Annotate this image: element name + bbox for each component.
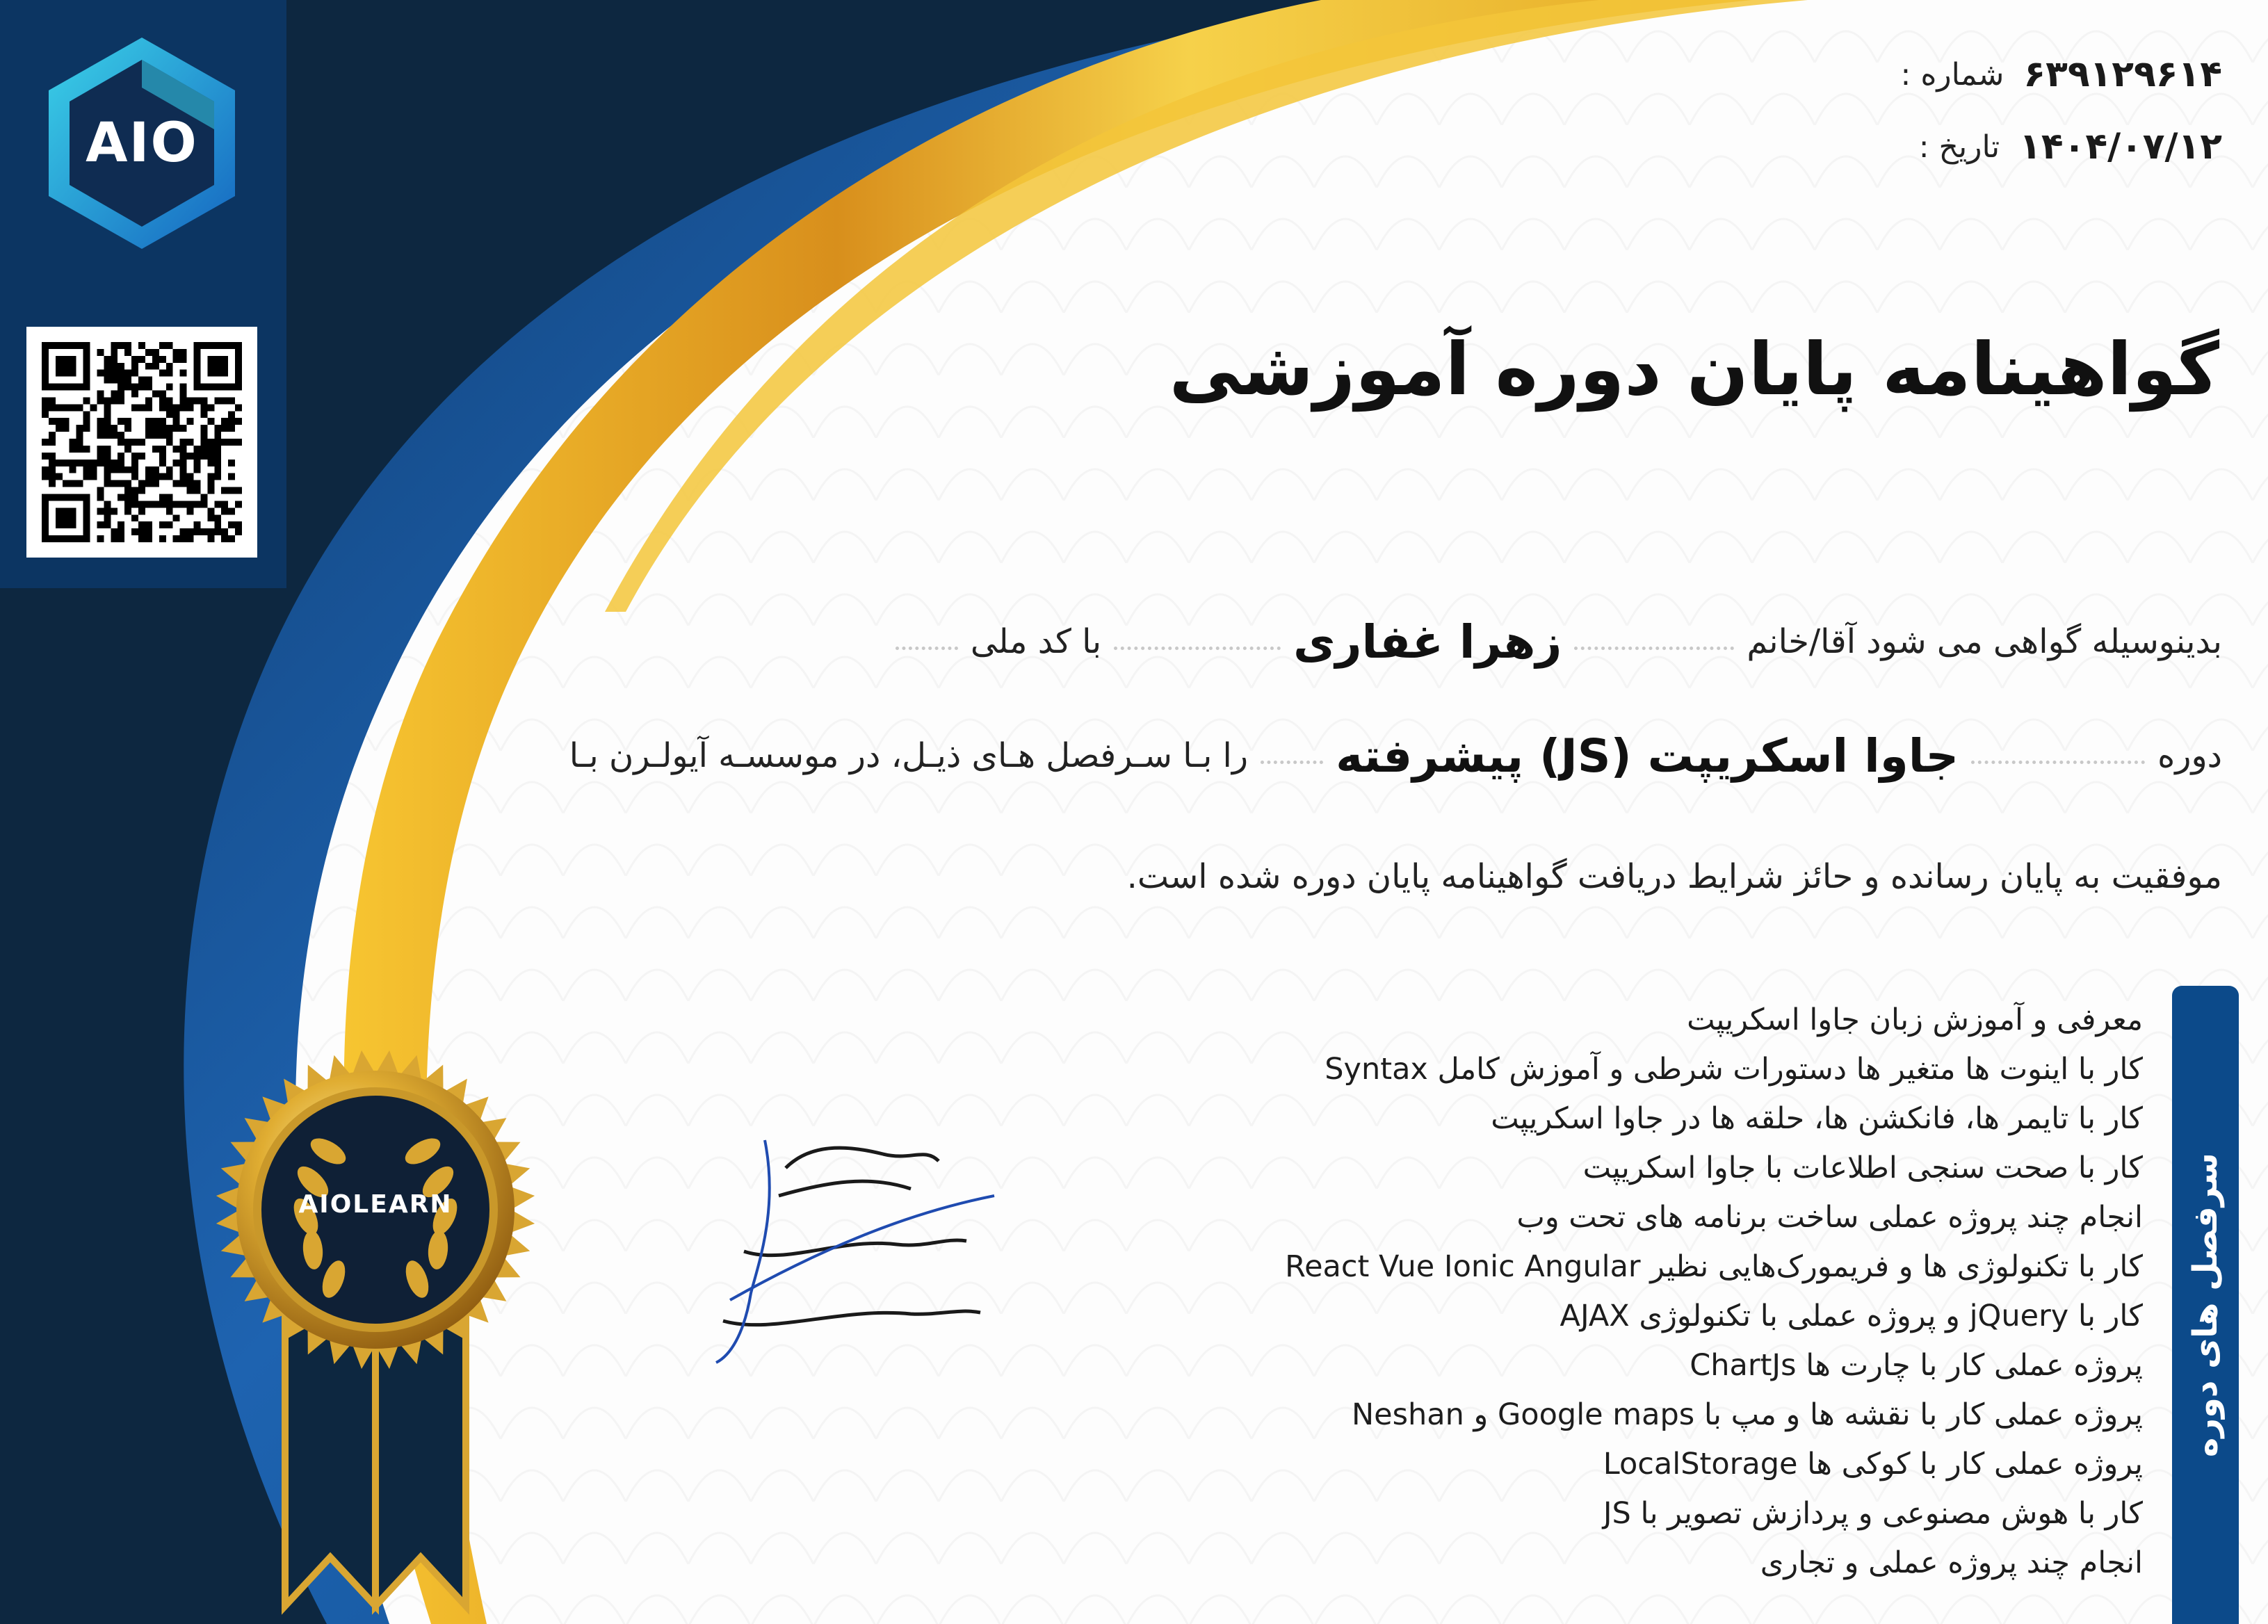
syllabus-item: کار با هوش مصنوعی و پردازش تصویر با JS <box>1603 1496 2143 1531</box>
gold-rosette-seal-icon <box>167 1008 584 1620</box>
syllabus-item: انجام چند پروژه عملی ساخت برنامه های تحت وب <box>1516 1200 2143 1235</box>
logo <box>38 32 246 254</box>
course-line <box>553 717 2222 794</box>
syllabus-item: کار با تایمر ها، فانکشن ها، حلقه ها در جاوا اسکریپت <box>1491 1101 2143 1136</box>
course-name: جاوا اسکریپت (JS) پیشرفته <box>1336 729 1959 783</box>
syllabus-item: معرفی و آموزش زبان جاوا اسکریپت <box>1687 1002 2143 1037</box>
certificate-date-value: ۱۴۰۴/۰۷/۱۲ <box>2019 126 2222 168</box>
national-id-field <box>896 634 958 650</box>
dotted-fill <box>1261 748 1323 764</box>
certificate-date-label: تاریخ : <box>1918 129 2000 165</box>
syllabus-list <box>891 996 2143 1588</box>
syllabus-tab-label: سرفصل های دوره <box>2186 1153 2225 1457</box>
completion-text: موفقیت به پایان رسانده و حائز شرایط دریافت گواهینامه پایان دوره شده است. <box>1126 857 2222 896</box>
syllabus-item: انجام چند پروژه عملی و تجاری <box>1760 1545 2143 1580</box>
certificate-date-row <box>1919 122 2222 171</box>
recipient-line-suffix: با کد ملی <box>970 622 1102 661</box>
recipient-name: زهرا غفاری <box>1293 615 1562 669</box>
dotted-fill <box>1971 748 2145 764</box>
seal-text: AIOLEARN <box>298 1190 453 1219</box>
syllabus-item: پروژه عملی کار با نقشه ها و مپ با Google maps و Neshan <box>1351 1397 2143 1432</box>
certificate-number-row <box>1901 50 2222 99</box>
course-line-suffix: را بـا سـرفصل هـای ذیـل، در موسسـه آیولـرن بـا <box>569 736 1249 775</box>
seal <box>167 1008 584 1620</box>
dotted-fill <box>1114 634 1281 650</box>
syllabus-item: کار با اینوت ها متغیر ها دستورات شرطی و آموزش کامل Syntax <box>1325 1052 2143 1087</box>
certificate-number-value: ۶۳۹۱۲۹۶۱۴ <box>2023 54 2222 95</box>
certificate-number-label: شماره : <box>1900 56 2004 92</box>
dotted-fill <box>1574 634 1734 650</box>
logo-text: AIO <box>86 112 198 174</box>
completion-line <box>553 838 2222 915</box>
syllabus-tab <box>2172 986 2239 1624</box>
syllabus-item: پروژه عملی کار با کوکی ها LocalStorage <box>1603 1447 2143 1481</box>
syllabus-item: کار با jQuery و پروژه عملی با تکنولوژی AJAX <box>1560 1299 2143 1333</box>
handwritten-signature-icon <box>702 1126 1008 1377</box>
course-line-prefix: دوره <box>2157 736 2222 775</box>
recipient-line-prefix: بدینوسیله گواهی می شود آقا/خانم <box>1747 622 2222 661</box>
certificate-title: گواهینامه پایان دوره آموزشی <box>1169 327 2219 412</box>
syllabus-item: پروژه عملی کار با چارت ها ChartJs <box>1690 1348 2143 1383</box>
syllabus-item: کار با تکنولوژی ها و فریمورک‌هایی نظیر React Vue Ionic Angular <box>1285 1249 2143 1284</box>
qr-code-frame <box>26 327 257 558</box>
syllabus-item: کار با صحت سنجی اطلاعات با جاوا اسکریپت <box>1582 1151 2143 1185</box>
recipient-line <box>553 603 2222 680</box>
qr-code-icon <box>42 342 242 542</box>
